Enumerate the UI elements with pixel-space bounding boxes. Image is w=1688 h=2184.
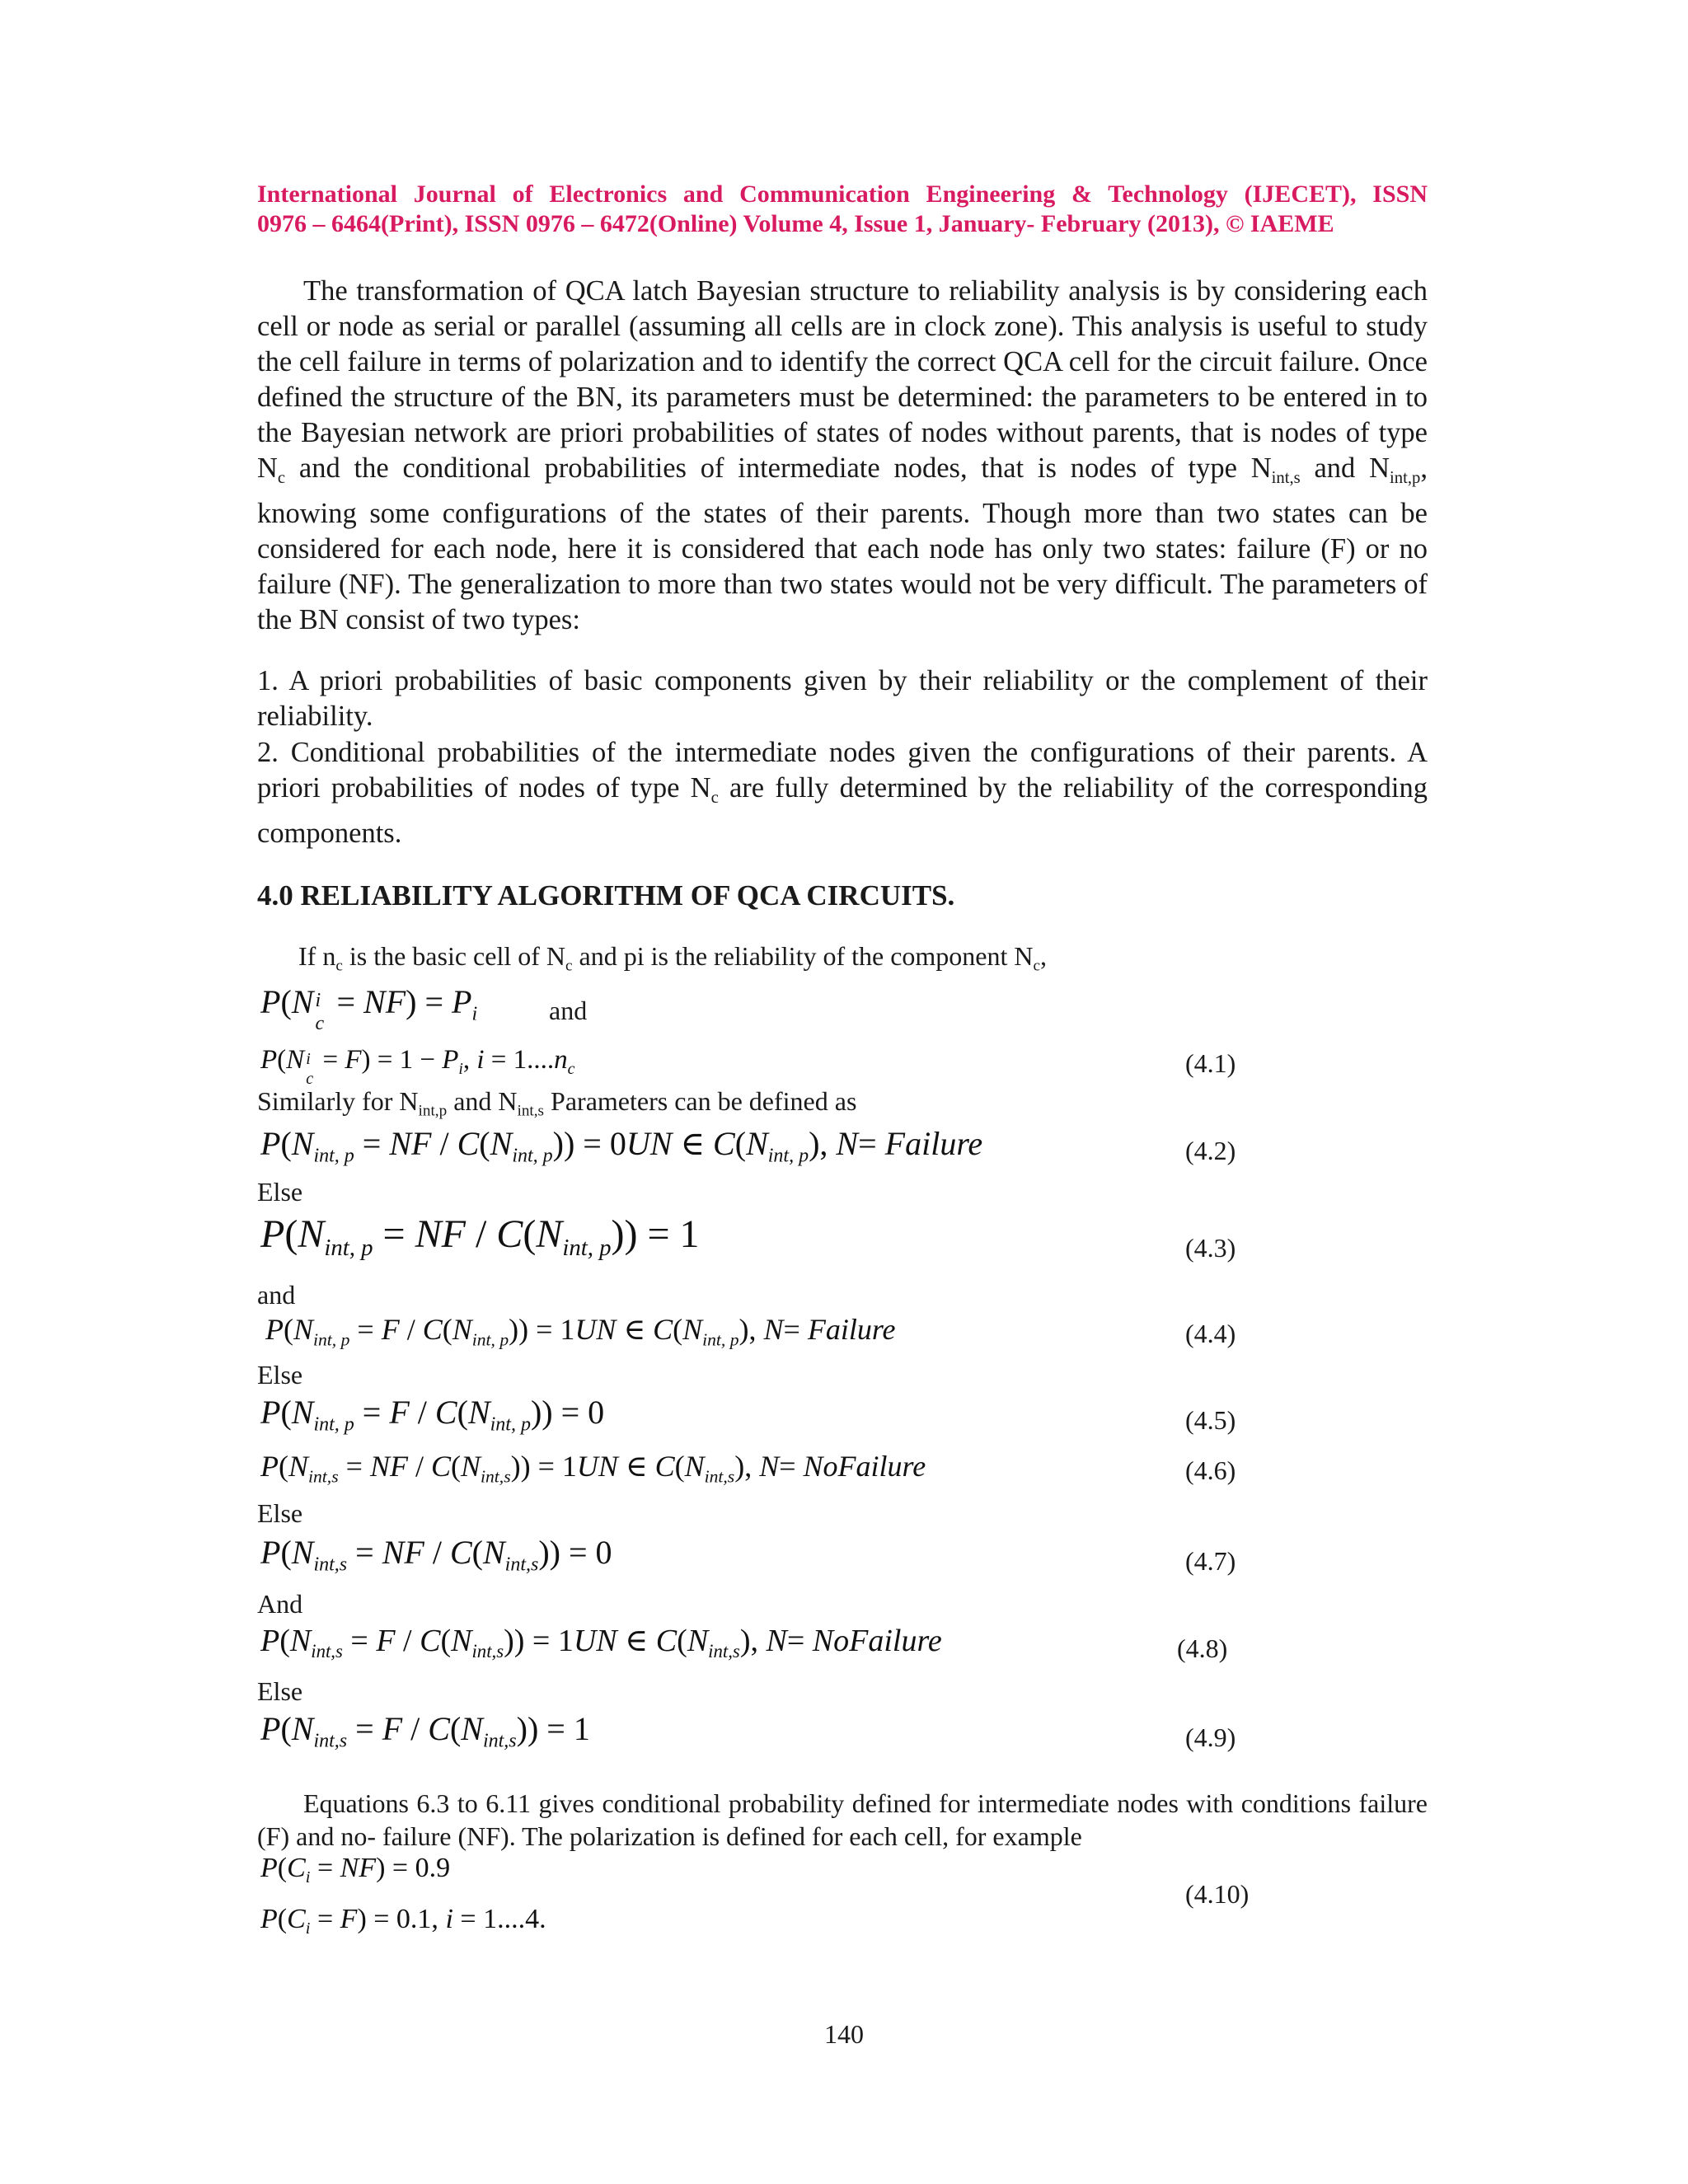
and-label-3: And xyxy=(257,1589,303,1619)
equation-number-4-2: (4.2) xyxy=(1185,1136,1236,1165)
list-item-2: 2. Conditional probabilities of the intermediate nodes given the configurations of their parents. A priori probabilities of nodes of type $N_c$ are fully determined by the reliability of the corresponding components. xyxy=(257,737,1428,850)
list-item-1: 1. A priori probabilities of basic components given by their reliability or the complement of their reliability. xyxy=(257,665,1428,732)
else-label-2: Else xyxy=(257,1360,303,1390)
equation-4-4: $P(N_{int, p} = F / C(N_{int, p})) = 1UN$ ∈ $C(N_{int, p})$, N= Failure xyxy=(265,1313,896,1350)
header-line-2: 0976 – 6464(Print), ISSN 0976 – 6472(Online) Volume 4, Issue 1, January- February (2013), © IAEME xyxy=(257,210,1334,237)
equation-number-4-10: (4.10) xyxy=(1185,1879,1250,1909)
similarly-line: Similarly for $N_{int,p}$ and $N_{int,s}$ Parameters can be defined as xyxy=(257,1086,857,1120)
equation-4-2: $P(N_{int, p}$ = NF / $C(N_{int, p})) = 0UN$ ∈ $C(N_{int, p})$, N= Failure xyxy=(260,1125,983,1167)
equation-4-10-b: $P(C_i = F) = 0.1$, i = 1....4. xyxy=(260,1904,546,1938)
equation-4-3: $P(N_{int, p}$ = NF / $C(N_{int, p})) = 1$ xyxy=(260,1212,700,1262)
equation-4-1: P(N i c = $F) = 1 - P_i$, $i = 1....n_c$ xyxy=(260,1045,575,1088)
equations-paragraph: Equations 6.3 to 6.11 gives conditional probability defined for intermediate nodes with conditions failure (F) and no- failure (NF). The polarization is defined for each cell, for example xyxy=(257,1788,1428,1851)
equation-4-7: $P(N_{int,s}$ = NF / $C(N_{int,s})) = 0$ xyxy=(260,1534,612,1576)
equation-number-4-7: (4.7) xyxy=(1185,1546,1236,1576)
header-line-1: International Journal of Electronics and Communication Engineering & Technology (IJECET), ISSN xyxy=(257,180,1428,208)
equation-4-10-a: $P(C_i = NF) = 0.9$ xyxy=(260,1853,451,1887)
journal-header xyxy=(257,180,1428,239)
intro-paragraph: The transformation of QCA latch Bayesian structure to reliability analysis is by considering each cell or node as serial or parallel (assuming all cells are in clock zone). This analysis is useful to study the cell failure in terms of polarization and to identify the correct QCA cell for the circuit failure. Once defined the structure of the BN, its parameters must be determined: the parameters to be entered in to the Bayesian network are priori probabilities of states of nodes without parents, that is nodes of type $N_c$ and the conditional probabilities of intermediate nodes, that is nodes of type $N_{int,s}$ and $N_{int,p}$, knowing some configurations of the states of their parents. Though more than two states can be considered for each node, here it is considered that each node has only two states: failure (F) or no failure (NF). The generalization to more than two states would not be very difficult. The parameters of the BN consist of two types: xyxy=(257,275,1428,636)
equation-4-6: $P(N_{int,s}$ = NF / $C(N_{int,s})) = 1UN$ ∈ $C(N_{int,s})$, N= NoFailure xyxy=(260,1450,926,1487)
equation-number-4-3: (4.3) xyxy=(1185,1233,1236,1263)
and-label-1: and xyxy=(549,996,588,1025)
else-label-4: Else xyxy=(257,1676,303,1706)
equation-4-9: $P(N_{int,s} = F / C(N_{int,s})) = 1$ xyxy=(260,1710,590,1752)
equation-number-4-9: (4.9) xyxy=(1185,1722,1236,1752)
else-label-3: Else xyxy=(257,1498,303,1528)
section-heading: 4.0 RELIABILITY ALGORITHM OF QCA CIRCUITS. xyxy=(257,879,955,912)
equation-number-4-1: (4.1) xyxy=(1185,1048,1236,1078)
page-number: 140 xyxy=(824,2019,864,2049)
equation-number-4-4: (4.4) xyxy=(1185,1319,1236,1348)
equation-number-4-8: (4.8) xyxy=(1177,1633,1228,1663)
equation-number-4-5: (4.5) xyxy=(1185,1405,1236,1435)
equation-4-8: $P(N_{int,s} = F / C(N_{int,s})) = 1UN$ ∈ $C(N_{int,s})$, N= NoFailure xyxy=(260,1624,942,1661)
equation-4-5: $P(N_{int, p} = F / C(N_{int, p})) = 0$ xyxy=(260,1394,605,1436)
if-line: If $n_c$ is the basic cell of $N_c$ and pi is the reliability of the component $N_c$, xyxy=(298,941,1048,975)
and-label-2: and xyxy=(257,1280,296,1310)
else-label-1: Else xyxy=(257,1177,303,1207)
equation-number-4-6: (4.6) xyxy=(1185,1455,1236,1485)
equation-nf-prob: P(N i c = $NF) = P_i$ xyxy=(260,983,478,1034)
